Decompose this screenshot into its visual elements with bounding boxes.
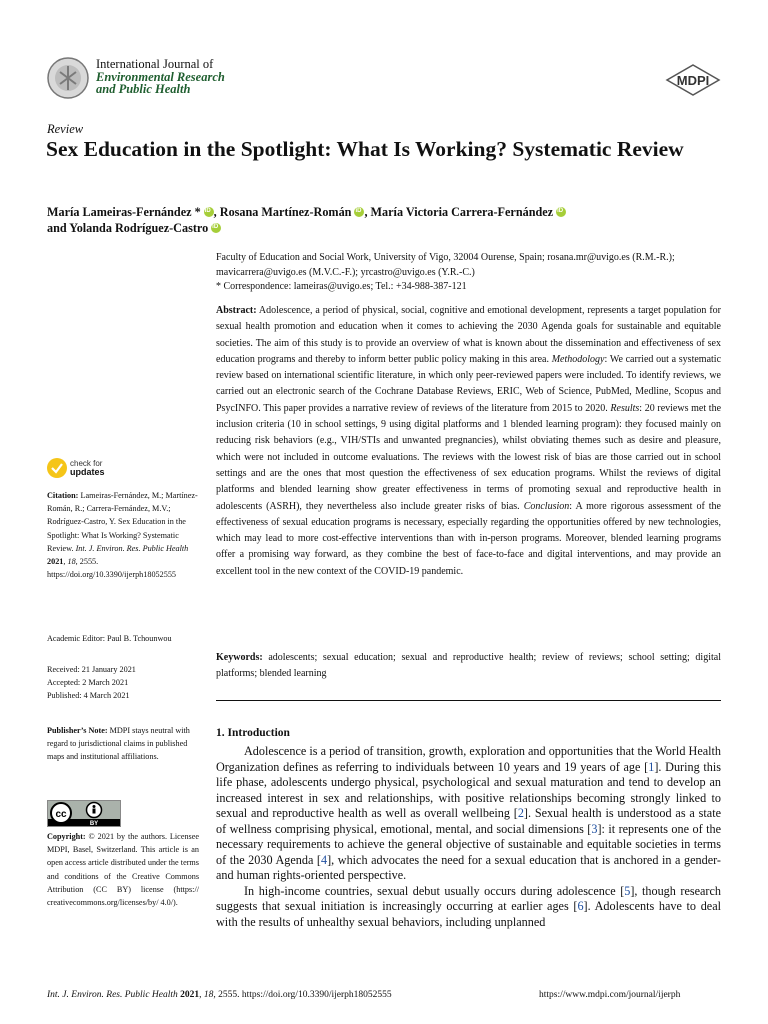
copyright-label: Copyright: bbox=[47, 832, 86, 841]
orcid-icon[interactable] bbox=[556, 207, 566, 217]
footer-year: 2021 bbox=[177, 990, 200, 1000]
text-run: ], which advocates the need for a sexual education that is anchored in a gender- and human rights-oriented perspective. bbox=[216, 852, 721, 882]
abstract-text: : We carried out a systematic review based on international scientific literature, in which only peer-reviewed papers were included. To identify reviews, we carried out an electronic search of the Cochrane Database Reviews, ERIC, Web of Science, PubMed, Medline, Scopus and PsycINFO. This paper provides a narrative review of reviews of the literature from 2015 to 2020. bbox=[216, 353, 722, 414]
author-name: , María Victoria Carrera-Fernández bbox=[364, 205, 554, 219]
text-run: Adolescence is a period of transition, growth, exploration and opportunities that the World Health Organization defines as referring to individuals between 10 years and 19 years of age [ bbox=[216, 744, 721, 774]
article-title: Sex Education in the Spotlight: What Is Working? Systematic Review bbox=[46, 137, 684, 161]
check-updates-label bbox=[70, 459, 105, 477]
cc-by-label: BY bbox=[89, 821, 99, 827]
footer-volume: 18 bbox=[203, 990, 214, 1000]
section-divider bbox=[216, 700, 721, 701]
journal-logo-icon bbox=[46, 56, 90, 100]
published-date: Published: 4 March 2021 bbox=[47, 691, 130, 701]
journal-name-line: Environmental Research bbox=[96, 69, 225, 84]
text-run: ], though research suggests that sexual initiation is increasingly occurring at earlier ages [ bbox=[216, 883, 721, 913]
reference-link[interactable]: 6 bbox=[577, 899, 584, 913]
text-run: ]: it represents one of the necessary requirements to achieve the general objective of sustainable and equitable societies in terms of the 2030 Agenda [ bbox=[216, 821, 721, 867]
author-name: María Lameiras-Fernández * bbox=[47, 205, 201, 219]
footer-journal-url[interactable]: https://www.mdpi.com/journal/ijerph bbox=[539, 990, 681, 1000]
journal-name bbox=[96, 58, 225, 96]
author-list bbox=[47, 204, 727, 236]
paragraph bbox=[216, 744, 721, 884]
citation-year: 2021 bbox=[47, 557, 64, 567]
conclusion-label: Conclusion bbox=[523, 500, 570, 512]
abstract-text: : 20 reviews met the inclusion criteria (10 in school settings, 9 using digital platforms and 1 blended learning program): they focused mainly on reducing risk behaviors (e.g., VIH/STIs and unwanted pregnancies), whilst obviating themes such as desire and pleasure, which were not included in outcome evaluations. The reviews with the lowest risk of bias are those carried out in school settings and are the ones that most question the effectiveness of sex education programs. Whilst the reviews of digital platforms and blended learning show greater effectiveness in terms of promoting sexual and reproductive health in adolescents (ASRH), they nevertheless also include greater risks of bias. bbox=[216, 402, 722, 512]
text-run: ]. During this life phase, adolescents undergo physical, psychological and sexual maturation and tend to develop an increased interest in sex and relationships, with positive relationships becoming strongly linked to sexual and reproductive health as well as overall wellbeing [ bbox=[216, 759, 721, 820]
copyright-block bbox=[47, 830, 199, 909]
citation-doi[interactable]: , 2555. https://doi.org/10.3390/ijerph18052555 bbox=[47, 557, 177, 580]
affiliation-line: mavicarrera@uvigo.es (M.V.C.-F.); yrcastro@uvigo.es (Y.R.-C.) bbox=[216, 266, 475, 278]
publication-dates bbox=[47, 663, 199, 703]
keywords-text: adolescents; sexual education; sexual and reproductive health; review of reviews; school setting; digital platforms; blended learning bbox=[216, 652, 721, 680]
accepted-date: Accepted: 2 March 2021 bbox=[47, 678, 129, 688]
abstract bbox=[216, 303, 721, 580]
check-updates-bottom: updates bbox=[70, 467, 105, 477]
affiliation-line: Faculty of Education and Social Work, University of Vigo, 32004 Ourense, Spain; rosana.mr@uvigo.es (R.M.-R.); bbox=[216, 252, 675, 263]
author-name: and Yolanda Rodríguez-Castro bbox=[47, 221, 209, 235]
introduction-body bbox=[216, 744, 721, 930]
orcid-icon[interactable] bbox=[211, 223, 221, 233]
publisher-note-text: MDPI stays neutral with regard to jurisdictional claims in published maps and institutional affiliations. bbox=[47, 726, 190, 762]
svg-text:cc: cc bbox=[55, 809, 67, 820]
citation-text: Lameiras-Fernández, M.; Martínez-Román, R.; Carrera-Fernández, M.V.; Rodríguez-Castro, Y. Sex Education in the Spotlight: What Is Working? Systematic Review. bbox=[47, 491, 198, 553]
keywords-label: Keywords: bbox=[216, 652, 263, 663]
abstract-text: Adolescence, a period of physical, social, cognitive and emotional development, represents a target population for sexual health promotion and education when it comes to achieving the 2030 Agenda goals for sustainable and equitable societies. The aim of this study is to provide an overview of what is known about the dissemination and effectiveness of sex education programs and thereby to inform better public policy making in this area. bbox=[216, 305, 721, 365]
keywords bbox=[216, 650, 721, 683]
citation-sep: , bbox=[63, 557, 68, 567]
publisher-note-label: Publisher’s Note: bbox=[47, 726, 108, 735]
reference-link[interactable]: 4 bbox=[321, 852, 328, 867]
citation-label: Citation: bbox=[47, 491, 79, 500]
cc-by-license-icon[interactable] bbox=[47, 800, 121, 827]
received-date: Received: 21 January 2021 bbox=[47, 665, 136, 674]
abstract-text: : A more rigorous assessment of the effectiveness of sexual education programs is necessary, especially regarding the opportunities offered by new technologies, which may lead to more cost-effective interventions than with in-person programs. Moreover, blended learning programs offer a promising way forward, as they combine the best of face-to-face and digital interventions, and may provide an excellent tool in the new context of the COVID-19 pandemic. bbox=[216, 500, 721, 577]
orcid-icon[interactable] bbox=[204, 207, 214, 217]
reference-link[interactable]: 5 bbox=[624, 883, 631, 898]
journal-name-line: and Public Health bbox=[96, 82, 191, 96]
citation-block bbox=[47, 489, 199, 581]
abstract-label: Abstract: bbox=[216, 305, 257, 316]
text-run: In high-income countries, sexual debut usually occurs during adolescence [ bbox=[244, 883, 625, 898]
mdpi-logo bbox=[664, 64, 722, 96]
methodology-label: Methodology bbox=[551, 353, 605, 365]
paragraph bbox=[216, 884, 721, 931]
text-run: ]. Adolescents have to deal with the results of unhealthy sexual behaviors, including unplanned bbox=[216, 899, 721, 929]
journal-name-line: International Journal of bbox=[96, 57, 214, 71]
academic-editor: Academic Editor: Paul B. Tchounwou bbox=[47, 634, 172, 643]
results-label: Results bbox=[610, 402, 640, 414]
citation-volume: 18 bbox=[67, 557, 76, 567]
footer-citation bbox=[47, 990, 392, 1000]
article-type: Review bbox=[47, 122, 84, 136]
text-run: ]. Sexual health is understood as a state of wellness comprising physical, emotional, mental, and social dimensions [ bbox=[216, 806, 721, 836]
affiliation-block bbox=[216, 251, 721, 295]
reference-link[interactable]: 1 bbox=[648, 759, 655, 774]
check-updates-top: check for bbox=[70, 459, 103, 468]
footer-journal: Int. J. Environ. Res. Public Health bbox=[47, 990, 178, 1000]
footer-sep: , bbox=[199, 990, 204, 1000]
reference-link[interactable]: 2 bbox=[517, 806, 524, 820]
correspondence-line: * Correspondence: lameiras@uvigo.es; Tel.: +34-988-387-121 bbox=[216, 281, 467, 292]
publisher-note bbox=[47, 724, 199, 764]
citation-journal: Int. J. Environ. Res. Public Health bbox=[75, 543, 189, 553]
orcid-icon[interactable] bbox=[354, 207, 364, 217]
reference-link[interactable]: 3 bbox=[591, 821, 598, 836]
copyright-text: © 2021 by the authors. Licensee MDPI, Basel, Switzerland. This article is an open access article distributed under the terms and conditions of the Creative Commons Attribution (CC BY) license (https:// creativecommons.org/licenses/by/ 4.0/). bbox=[47, 832, 199, 908]
check-for-updates-button[interactable] bbox=[47, 458, 127, 480]
footer-doi[interactable]: , 2555. https://doi.org/10.3390/ijerph18052555 bbox=[213, 990, 392, 1000]
check-updates-icon bbox=[47, 458, 67, 478]
author-name: , Rosana Martínez-Román bbox=[213, 205, 352, 219]
publisher-name: MDPI bbox=[676, 73, 710, 88]
section-heading: 1. Introduction bbox=[216, 727, 290, 739]
